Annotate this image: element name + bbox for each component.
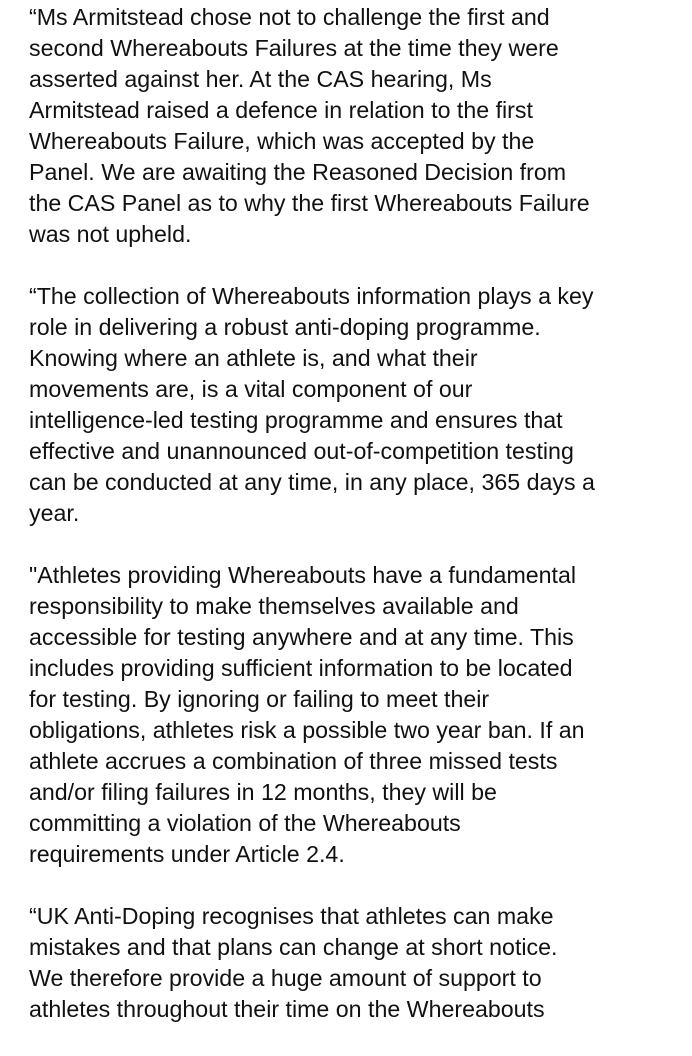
text-line: was not upheld. [29, 221, 192, 247]
text-line: mistakes and that plans can change at short notice. [29, 934, 558, 960]
text-line: “UK Anti-Doping recognises that athletes can make [29, 903, 554, 929]
text-line: intelligence-led testing programme and ensures that [29, 407, 563, 433]
text-line: second Whereabouts Failures at the time they were [29, 35, 559, 61]
text-line: requirements under Article 2.4. [29, 841, 345, 867]
text-line: effective and unannounced out-of-competition testing [29, 438, 574, 464]
text-line: role in delivering a robust anti-doping programme. [29, 314, 541, 340]
text-line: year. [29, 500, 80, 526]
text-line: responsibility to make themselves available and [29, 593, 519, 619]
text-line: Whereabouts Failure, which was accepted by the [29, 128, 535, 154]
text-line: movements are, is a vital component of our [29, 376, 473, 402]
text-line: Panel. We are awaiting the Reasoned Decision from [29, 159, 567, 185]
paragraph-3 [29, 560, 689, 870]
text-line: athletes throughout their time on the Whereabouts [29, 996, 545, 1022]
text-line: Knowing where an athlete is, and what their [29, 345, 478, 371]
text-line: for testing. By ignoring or failing to meet their [29, 686, 490, 712]
text-line: includes providing sufficient information to be located [29, 655, 573, 681]
text-line: athlete accrues a combination of three missed tests [29, 748, 558, 774]
text-line: obligations, athletes risk a possible two year ban. If an [29, 717, 585, 743]
text-line: Armitstead raised a defence in relation to the first [29, 97, 533, 123]
text-line: can be conducted at any time, in any place, 365 days a [29, 469, 595, 495]
text-line: We therefore provide a huge amount of support to [29, 965, 542, 991]
text-line: accessible for testing anywhere and at any time. This [29, 624, 574, 650]
text-line: "Athletes providing Whereabouts have a fundamental [29, 562, 577, 588]
text-line: and/or filing failures in 12 months, they will be [29, 779, 497, 805]
paragraph-2 [29, 281, 689, 529]
text-line: asserted against her. At the CAS hearing, Ms [29, 66, 492, 92]
text-line: committing a violation of the Whereabouts [29, 810, 461, 836]
paragraph-4 [29, 901, 689, 1025]
document-body [29, 2, 689, 1056]
paragraph-1 [29, 2, 689, 250]
text-line: “The collection of Whereabouts information plays a key [29, 283, 594, 309]
text-line: the CAS Panel as to why the first Whereabouts Failure [29, 190, 590, 216]
text-line: “Ms Armitstead chose not to challenge the first and [29, 4, 550, 30]
